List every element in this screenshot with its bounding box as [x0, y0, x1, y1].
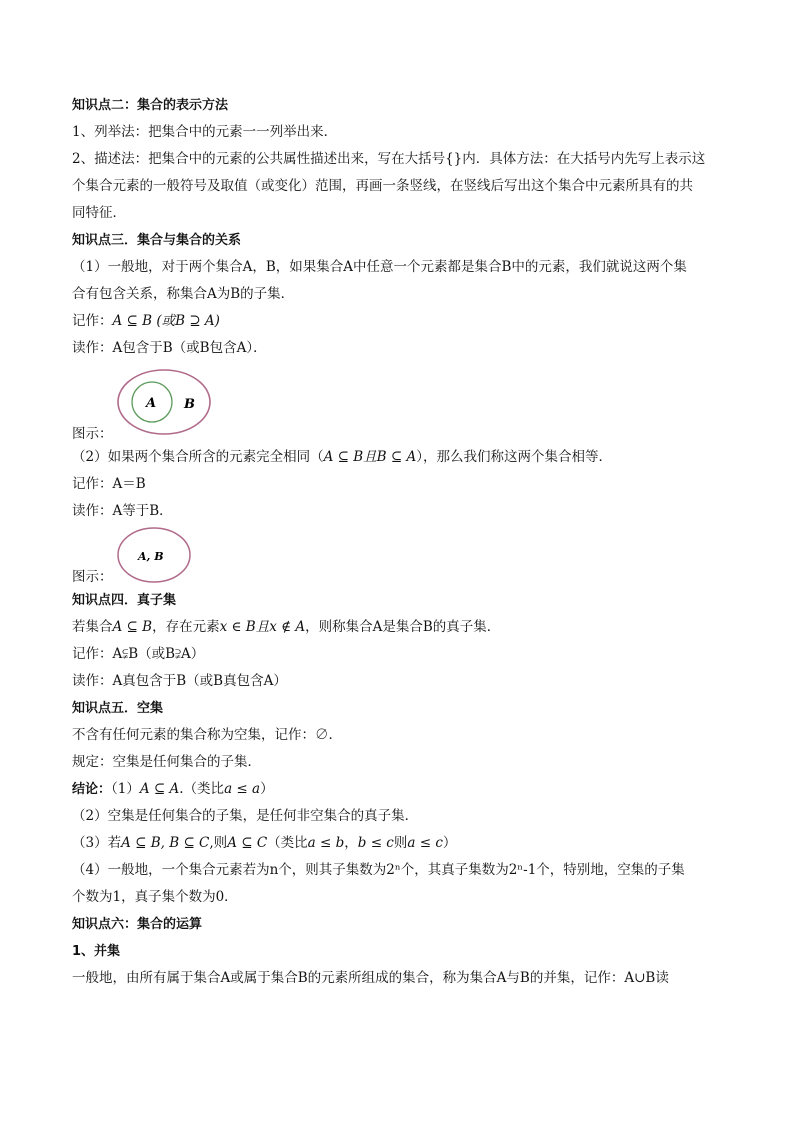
union-definition-line: 一般地，由所有属于集合A或属于集合B的元素所组成的集合，称为集合A与B的并集，记作：A∪B读 — [72, 970, 669, 986]
c3-mid-3: ， — [344, 835, 358, 851]
c3-math-1: A ⊆ B, B ⊆ C — [121, 835, 210, 851]
equality-notation-line: 记作：A＝B — [72, 476, 146, 492]
subset-notation-line — [72, 308, 728, 335]
proper-math-1: A ⊆ B — [112, 619, 153, 635]
subset-venn-diagram — [114, 364, 214, 444]
section-2-title: 知识点二：集合的表示方法 — [72, 98, 229, 113]
c3-math-4: b ≤ c — [357, 835, 394, 851]
conclusion-1-line — [72, 776, 728, 803]
subset-definition-line-1: （1）一般地，对于两个集合A，B，如果集合A中任意一个元素都是集合B中的元素，我们就说这两个集 — [72, 259, 687, 275]
c1-math: A ⊆ A — [139, 781, 180, 797]
section-5-title: 知识点五．空集 — [72, 701, 164, 716]
document-page — [72, 92, 728, 992]
equality-venn-diagram — [114, 525, 194, 585]
proper-subset-reading: 读作：A真包含于B（或B真包含A） — [72, 673, 287, 689]
subset-definition-line-2: 合有包含关系，称集合A为B的子集． — [72, 286, 295, 302]
figure-label-2: 图示： — [72, 569, 113, 585]
figure-label: 图示： — [72, 426, 113, 442]
union-subtitle: 1、并集 — [72, 944, 121, 959]
describe-method-line-1: 2、描述法：把集合中的元素的公共属性描述出来，写在大括号{}内．具体方法：在大括号内先写上表示这 — [72, 151, 706, 167]
c3-math-5: a ≤ c — [407, 835, 443, 851]
c3-mid-2: （类比 — [267, 835, 308, 851]
equality-figure-row — [72, 525, 728, 587]
c3-mid-4: 则 — [393, 835, 408, 851]
equal-sets-label: A, B — [138, 550, 164, 563]
conclusion-4-line-2: 个数为1，真子集个数为0． — [72, 889, 238, 905]
proper-subset-definition — [72, 614, 728, 641]
c3-math-3: a ≤ b — [307, 835, 345, 851]
conclusion-3-line — [72, 830, 728, 857]
section-4-title: 知识点四．真子集 — [72, 593, 177, 608]
empty-set-definition: 不含有任何元素的集合称为空集，记作：∅． — [72, 727, 342, 743]
subset-reading-line: 读作：A包含于B（或B包含A）． — [72, 340, 267, 356]
c3-mid: ,则 — [209, 835, 228, 851]
conclusion-4-line-1: （4）一般地，一个集合元素若为n个，则其子集数为2ⁿ个，其真子集数为2ⁿ-1个，特别地，空集的子集 — [72, 862, 685, 878]
proper-subset-notation: 记作：A⫋B（或B⫌A） — [72, 646, 205, 662]
equality-math: A ⊆ B且B ⊆ A — [323, 449, 417, 465]
subset-notation-math: A ⊆ B (或B ⊇ A) — [112, 313, 220, 329]
equality-reading-line: 读作：A等于B． — [72, 503, 173, 519]
proper-text-post: ，则称集合A是集合B的真子集． — [305, 619, 501, 635]
empty-set-rule: 规定：空集是任何集合的子集． — [72, 754, 261, 770]
c1-pre: （1） — [111, 781, 140, 797]
list-method-line: 1、列举法：把集合中的元素一一列举出来． — [72, 124, 338, 140]
proper-text-mid: ，存在元素 — [152, 619, 220, 635]
set-b-label: B — [184, 397, 195, 412]
c3-pre: （3）若 — [72, 835, 122, 851]
conclusion-label: 结论： — [72, 782, 112, 797]
subset-figure-row — [72, 362, 728, 444]
equality-text-pre: （2）如果两个集合所含的元素完全相同（ — [72, 449, 324, 465]
section-3-title: 知识点三．集合与集合的关系 — [72, 233, 242, 248]
c3-math-2: A ⊆ C — [227, 835, 268, 851]
describe-method-line-2: 个集合元素的一般符号及取值（或变化）范围，再画一条竖线，在竖线后写出这个集合中元素所具有的共 — [72, 178, 693, 194]
equality-definition-line — [72, 444, 728, 471]
section-6-title: 知识点六：集合的运算 — [72, 917, 203, 932]
c1-post: ） — [260, 781, 274, 797]
notation-label: 记作： — [72, 313, 113, 329]
c3-post: ） — [442, 835, 457, 851]
set-a-label: A — [146, 396, 157, 411]
describe-method-line-3: 同特征． — [72, 205, 126, 221]
c1-mid: .（类比 — [179, 781, 225, 797]
proper-math-2: x ∈ B且x ∉ A — [219, 619, 306, 635]
conclusion-2-line: （2）空集是任何集合的子集，是任何非空集合的真子集． — [72, 808, 419, 824]
proper-text-pre: 若集合 — [72, 619, 113, 635]
c1-math-2: a ≤ a — [224, 781, 261, 797]
equality-text-post: ），那么我们称这两个集合相等． — [416, 449, 612, 465]
